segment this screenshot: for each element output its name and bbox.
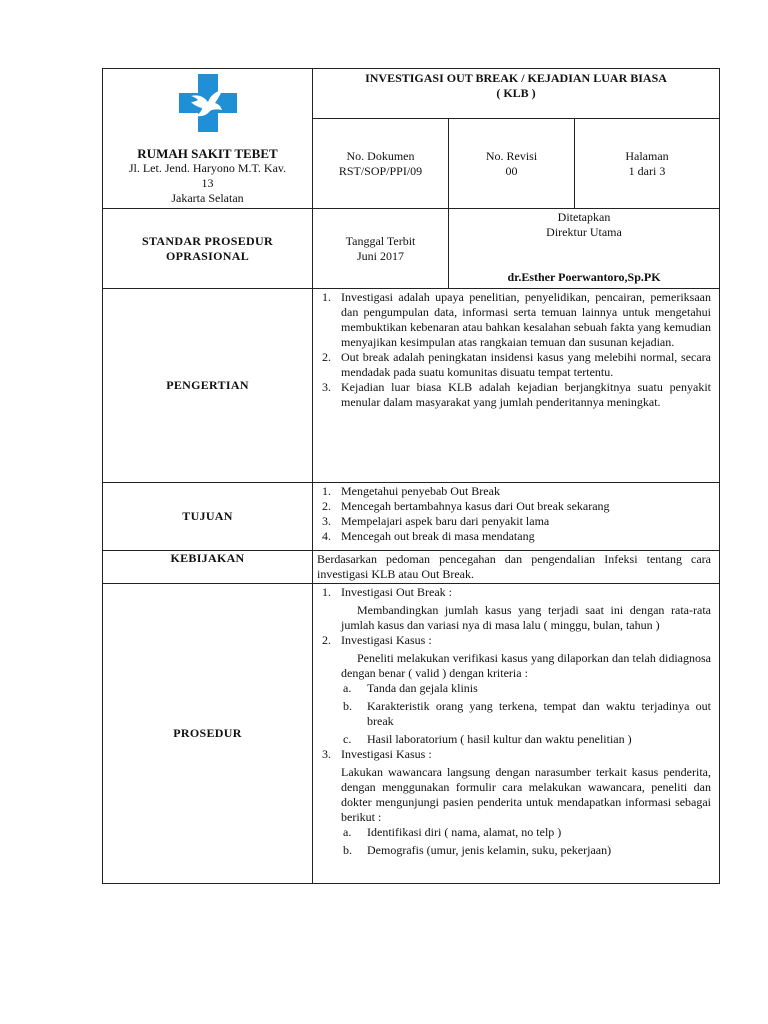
sop-label-line2: OPRASIONAL — [165, 248, 249, 263]
prosedur-content — [313, 584, 720, 884]
issue-date-value: Juni 2017 — [356, 248, 404, 263]
kebijakan-text: Berdasarkan pedoman pencegahan dan pengendalian Infeksi tentang cara investigasi KLB atau Out Break. — [313, 551, 720, 584]
page-cell — [575, 119, 720, 209]
approval-cell — [449, 209, 720, 289]
prosedur-info-item: b. Demografis (umur, jenis kelamin, suku, pekerjaan) — [343, 843, 612, 857]
prosedur-criteria-item: b. Karakteristik orang yang terkena, tempat dan waktu terjadinya out break — [343, 699, 711, 728]
approval-label: Ditetapkan — [557, 210, 611, 224]
sop-label-cell — [103, 209, 313, 289]
page-value: 1 dari 3 — [628, 163, 666, 178]
approval-name: dr.Esther Poerwantoro,Sp.PK — [507, 270, 661, 284]
prosedur-step-title: 2. Investigasi Kasus : — [322, 633, 432, 647]
tujuan-item: 2. Mencegah bertambahnya kasus dari Out break sekarang — [322, 499, 610, 513]
page-label: Halaman — [625, 148, 669, 163]
prosedur-criteria-item: a. Tanda dan gejala klinis — [343, 681, 478, 695]
prosedur-label: PROSEDUR — [103, 584, 313, 884]
revision-cell — [449, 119, 575, 209]
hospital-identity-cell — [103, 69, 313, 209]
document-title-line2: ( KLB ) — [496, 86, 536, 100]
hospital-address-line3: Jakarta Selatan — [171, 190, 244, 205]
prosedur-step3-text: Lakukan wawancara langsung dengan narasumber terkait kasus penderita, dengan menggunakan formulir cara melakukan wawancara, peneliti dan dokter mengunjungi pasien penderita untuk mendapatkan informasi sebagai berikut : — [341, 765, 711, 824]
issue-date-cell — [313, 209, 449, 289]
prosedur-info-item: a. Identifikasi diri ( nama, alamat, no telp ) — [343, 825, 562, 839]
pengertian-label: PENGERTIAN — [103, 289, 313, 483]
pengertian-item: 3. Kejadian luar biasa KLB adalah kejadian berjangkitnya suatu penyakit menular dalam masyarakat yang jumlah penderitannya meningkat. — [322, 380, 711, 409]
prosedur-step1-text: Membandingkan jumlah kasus yang terjadi saat ini dengan rata-rata jumlah kasus dan variasi nya di masa lalu ( minggu, bulan, tahun ) — [341, 603, 711, 632]
tujuan-label: TUJUAN — [103, 483, 313, 551]
tujuan-item: 3. Mempelajari aspek baru dari penyakit lama — [322, 514, 550, 528]
prosedur-step2-text: Peneliti melakukan verifikasi kasus yang dilaporkan dan telah didiagnosa dengan benar ( valid ) dengan kriteria : — [341, 651, 711, 680]
kebijakan-label: KEBIJAKAN — [103, 551, 313, 584]
hospital-logo — [109, 72, 306, 138]
tujuan-item: 4. Mencegah out break di masa mendatang — [322, 529, 535, 543]
tujuan-item: 1. Mengetahui penyebab Out Break — [322, 484, 500, 498]
sop-document-table — [102, 68, 720, 884]
doc-number-cell — [313, 119, 449, 209]
medical-cross-dove-icon — [177, 72, 239, 134]
doc-number-value: RST/SOP/PPI/09 — [338, 163, 423, 178]
doc-number-label: No. Dokumen — [346, 148, 415, 163]
pengertian-item: 1. Investigasi adalah upaya penelitian, penyelidikan, pencairan, pemeriksaan dan pengumpulan data, informasi serta temuan lainnya untuk mengetahui membuktikan kebenaran atau bahkan kesalahan sebuah fakta yang kemudian menyajikan kesimpulan atas rangkaian temuan dan susunan kejadian. — [322, 290, 711, 349]
document-title-cell — [313, 69, 720, 119]
revision-value: 00 — [505, 163, 518, 178]
approval-role: Direktur Utama — [546, 225, 622, 239]
tujuan-content — [313, 483, 720, 551]
hospital-address-line2: 13 — [201, 175, 214, 190]
prosedur-step-title: 3. Investigasi Kasus : — [322, 747, 432, 761]
issue-date-label: Tanggal Terbit — [345, 233, 416, 248]
hospital-address-line1: Jl. Let. Jend. Haryono M.T. Kav. — [128, 160, 287, 175]
pengertian-item: 2. Out break adalah peningkatan insidensi kasus yang melebihi normal, secara mendadak pada suatu komunitas disuatu tempat tertentu. — [322, 350, 711, 379]
hospital-name: RUMAH SAKIT TEBET — [137, 145, 278, 161]
pengertian-content — [313, 289, 720, 483]
prosedur-criteria-item: c. Hasil laboratorium ( hasil kultur dan waktu penelitian ) — [343, 732, 632, 746]
document-title-line1: INVESTIGASI OUT BREAK / KEJADIAN LUAR BIASA — [365, 71, 667, 85]
revision-label: No. Revisi — [485, 148, 538, 163]
sop-label-line1: STANDAR PROSEDUR — [142, 233, 273, 248]
prosedur-step-title: 1. Investigasi Out Break : — [322, 585, 452, 599]
